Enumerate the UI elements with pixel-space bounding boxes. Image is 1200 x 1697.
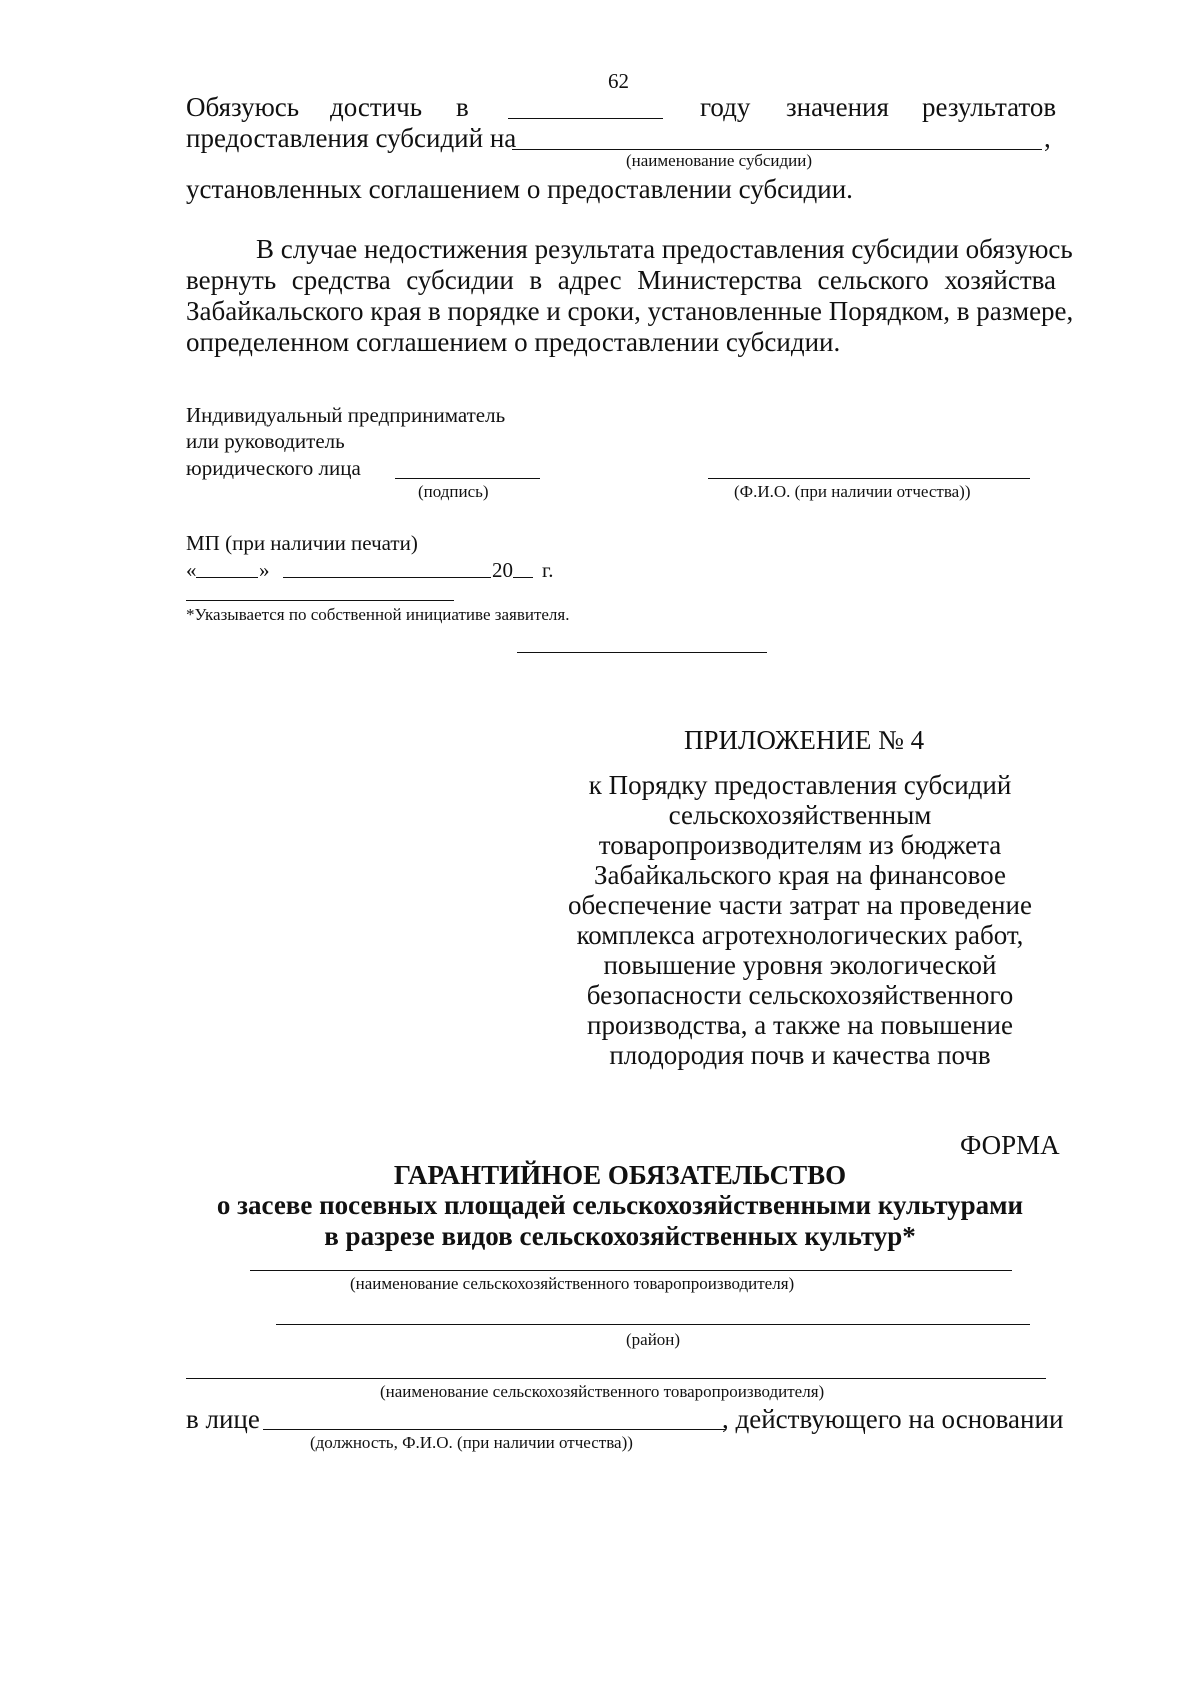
hint-producer-name-2: (наименование сельскохозяйственного товаропроизводителя) bbox=[380, 1382, 825, 1401]
footnote-text: *Указывается по собственной инициативе заявителя. bbox=[186, 605, 570, 624]
appendix-line: Забайкальского края на финансовое bbox=[594, 860, 1006, 890]
fio-blank-line bbox=[708, 478, 1030, 479]
hint-fio: (Ф.И.О. (при наличии отчества)) bbox=[734, 482, 971, 501]
commitment-word: году bbox=[700, 92, 751, 122]
commitment-word: Обязуюсь bbox=[186, 92, 300, 122]
date-month-blank-line bbox=[283, 577, 491, 578]
commitment-line3: установленных соглашением о предоставлении субсидии. bbox=[186, 174, 853, 204]
commitment-word: результатов bbox=[922, 92, 1057, 122]
refund-line: Забайкальского края в порядке и сроки, установленные Порядком, в размере, bbox=[186, 296, 1074, 326]
refund-line: определенном соглашением о предоставлении субсидии. bbox=[186, 327, 841, 357]
footnote-separator bbox=[186, 600, 454, 601]
form-title: ГАРАНТИЙНОЕ ОБЯЗАТЕЛЬСТВО bbox=[393, 1160, 847, 1190]
hint-subsidy: (наименование субсидии) bbox=[626, 151, 813, 170]
appendix-line: комплекса агротехнологических работ, bbox=[576, 920, 1024, 950]
district-blank-line bbox=[276, 1324, 1030, 1325]
appendix-line: повышение уровня экологической bbox=[603, 950, 997, 980]
appendix-line: обеспечение части затрат на проведение bbox=[568, 890, 1032, 920]
date-year-suffix: г. bbox=[542, 558, 554, 582]
appendix-line: товаропроизводителям из бюджета bbox=[598, 830, 1002, 860]
hint-signature: (подпись) bbox=[418, 482, 489, 501]
appendix-line: безопасности сельскохозяйственного bbox=[586, 980, 1014, 1010]
year-blank-line bbox=[508, 118, 663, 119]
hint-district: (район) bbox=[626, 1330, 681, 1349]
hint-producer-name: (наименование сельскохозяйственного товаропроизводителя) bbox=[350, 1274, 795, 1293]
refund-line: вернуть средства субсидии в адрес Министерства сельского хозяйства bbox=[186, 265, 1056, 295]
appendix-line: сельскохозяйственным bbox=[668, 800, 932, 830]
hint-position: (должность, Ф.И.О. (при наличии отчества)) bbox=[310, 1433, 633, 1452]
signer-label: Индивидуальный предприниматель bbox=[186, 403, 506, 427]
page-number: 62 bbox=[608, 69, 629, 93]
signer-label: или руководитель bbox=[186, 429, 345, 453]
commitment-comma: , bbox=[1044, 123, 1051, 153]
date-close-quote: » bbox=[259, 558, 270, 582]
date-year-prefix: 20 bbox=[492, 558, 513, 582]
appendix-line: к Порядку предоставления субсидий bbox=[588, 770, 1012, 800]
seal-label: МП (при наличии печати) bbox=[186, 531, 418, 555]
appendix-line: производства, а также на повышение bbox=[587, 1010, 1013, 1040]
appendix-title: ПРИЛОЖЕНИЕ № 4 bbox=[684, 725, 925, 755]
date-day-blank-line bbox=[196, 577, 258, 578]
in-person-label: в лице bbox=[186, 1404, 260, 1434]
date-year-blank-line bbox=[513, 577, 533, 578]
form-label: ФОРМА bbox=[960, 1130, 1060, 1160]
appendix-line: плодородия почв и качества почв bbox=[609, 1040, 991, 1070]
refund-line: В случае недостижения результата предоставления субсидии обязуюсь bbox=[256, 234, 1073, 264]
signature-blank-line bbox=[395, 478, 540, 479]
subsidy-blank-line bbox=[512, 149, 1042, 150]
commitment-word: достичь bbox=[330, 92, 423, 122]
position-blank-line bbox=[263, 1429, 726, 1430]
date-open-quote: « bbox=[186, 558, 197, 582]
producer-name-blank-line-2 bbox=[186, 1378, 1046, 1379]
form-subtitle: в разрезе видов сельскохозяйственных культур* bbox=[324, 1221, 916, 1251]
section-divider bbox=[517, 652, 767, 653]
commitment-word: значения bbox=[786, 92, 889, 122]
signer-label: юридического лица bbox=[186, 456, 361, 480]
commitment-line2: предоставления субсидий на bbox=[186, 123, 517, 153]
commitment-word: в bbox=[456, 92, 469, 122]
acting-text: , действующего на основании bbox=[722, 1404, 1064, 1434]
form-subtitle: о засеве посевных площадей сельскохозяйственными культурами bbox=[216, 1190, 1024, 1220]
producer-name-blank-line bbox=[250, 1270, 1012, 1271]
